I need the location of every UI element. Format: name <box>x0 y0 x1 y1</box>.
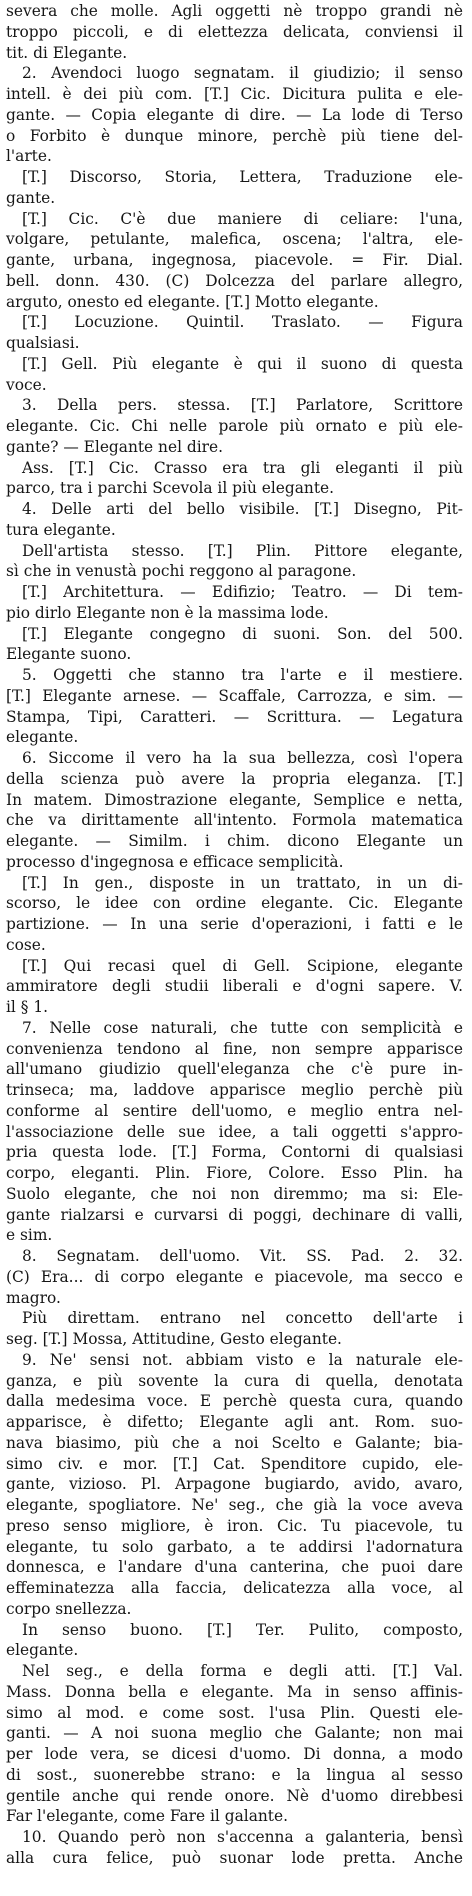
text-line: severa che molle. Agli oggetti nè troppo grandi nè <box>6 2 463 20</box>
text-line: magro. <box>6 1288 61 1307</box>
text-line: Ass. [T.] Cic. Crasso era tra gli eleganti il più <box>22 458 463 477</box>
text-line: elegante, tu solo garbato, a te addirsi l'adornatura <box>6 1537 463 1556</box>
text-line: conforme al sentire dell'uomo, e meglio entra nel- <box>6 1101 463 1120</box>
text-line: [T.] Qui recasi quel di Gell. Scipione, elegante <box>22 956 463 975</box>
text-line: Più direttam. entrano nel concetto dell'arte i <box>22 1309 463 1328</box>
text-line: ammiratore degli studii liberali e d'ogni sapere. V. <box>6 977 463 996</box>
text-line: 8. Segnatam. dell'uomo. Vit. SS. Pad. 2. 32. <box>22 1247 463 1265</box>
text-line: della scienza può avere la propria eleganza. [T.] <box>6 769 463 788</box>
text-line: bell. donn. 430. (C) Dolcezza del parlare allegro, <box>6 271 463 290</box>
text-line: gante? — Elegante nel dire. <box>6 437 224 456</box>
text-line: [T.] Architettura. — Edifizio; Teatro. — Di tem- <box>22 583 463 601</box>
text-line: [T.] Gell. Più elegante è qui il suono di questa <box>22 354 463 373</box>
text-line: gante, vizioso. Pl. Arpagone bugiardo, avido, avaro, <box>6 1475 463 1494</box>
text-line: 5. Oggetti che stanno tra l'arte e il mestiere. <box>22 666 463 684</box>
text-line: arguto, onesto ed elegante. [T.] Motto elegante. <box>6 292 379 311</box>
text-line: 9. Ne' sensi not. abbiam visto e la naturale ele- <box>22 1350 463 1369</box>
text-line: ganza, e più sovente la cura di quella, denotata <box>6 1371 463 1390</box>
text-line: di sost., suonerebbe strano: e la lingua al sesso <box>6 1765 463 1784</box>
text-line: In matem. Dimostrazione elegante, Semplice e netta, <box>6 790 463 809</box>
text-line: 10. Quando però non s'accenna a galanteria, bensì <box>22 1828 463 1846</box>
text-line: pria questa lode. [T.] Forma, Contorni di qualsiasi <box>6 1143 463 1162</box>
text-line: il § 1. <box>6 998 49 1016</box>
text-line: [T.] Cic. C'è due maniere di celiare: l'una, <box>22 209 463 228</box>
text-line: elegante. <box>6 1641 79 1660</box>
text-line: dalla medesima voce. E perchè questa cura, quando <box>6 1392 463 1411</box>
text-line: Nel seg., e della forma e degli atti. [T.] Val. <box>22 1662 463 1680</box>
text-line: gentile anche qui rende onore. Nè d'uomo direbbesi <box>6 1786 463 1805</box>
text-line: apparisce, è difetto; Elegante agli ant. Rom. suo- <box>6 1413 463 1431</box>
text-line: Stampa, Tipi, Caratteri. — Scrittura. — Legatura <box>6 707 463 726</box>
text-line: l'arte. <box>6 147 52 166</box>
text-line: Elegante suono. <box>6 645 132 664</box>
text-line: elegante. Cic. Chi nelle parole più ornato e più ele- <box>6 417 463 435</box>
text-line: gante rialzarsi e curvarsi di poggi, dechinare di valli, <box>6 1205 463 1224</box>
text-line: 2. Avendoci luogo segnatam. il giudizio; il senso <box>22 64 463 83</box>
text-line: gante. <box>6 188 56 207</box>
text-line: [T.] Locuzione. Quintil. Traslato. — Figura <box>22 313 463 332</box>
text-line: corpo snellezza. <box>6 1599 132 1618</box>
text-line: 6. Siccome il vero ha la sua bellezza, così l'opera <box>22 749 463 767</box>
text-line: scorso, le idee con ordine elegante. Cic. Elegante <box>6 894 463 913</box>
text-line: tit. di Elegante. <box>6 43 128 62</box>
text-line: effeminatezza alla faccia, delicatezza alla voce, al <box>6 1579 463 1597</box>
text-line: (C) Era... di corpo elegante e piacevole, ma secco e <box>6 1267 463 1286</box>
text-line: parco, tra i parchi Scevola il più elegante. <box>6 479 335 498</box>
text-line: donnesca, e l'andare d'una canterina, che puoi dare <box>6 1558 463 1577</box>
text-line: che va dirittamente all'intento. Formola matematica <box>6 811 463 830</box>
text-line: elegante, spogliatore. Ne' seg., che già la voce aveva <box>6 1496 463 1514</box>
text-line: ganti. — A noi suona meglio che Galante; non mai <box>6 1724 463 1743</box>
text-line: elegante. — Similm. i chim. dicono Elegante un <box>6 832 463 850</box>
text-line: processo d'ingegnosa e efficace semplicità. <box>6 852 344 871</box>
text-line: intell. è dei più com. [T.] Cic. Dicitura pulita e ele- <box>6 85 463 103</box>
text-line: corpo, eleganti. Plin. Fiore, Colore. Esso Plin. ha <box>6 1164 463 1182</box>
text-line: Dell'artista stesso. [T.] Plin. Pittore elegante, <box>22 541 463 560</box>
text-line: 4. Delle arti del bello visibile. [T.] Disegno, Pit- <box>22 500 463 518</box>
text-line: sì che in venustà pochi reggono al paragone. <box>6 562 357 581</box>
text-line: per lode vera, se dicesi d'uomo. Di donna, a modo <box>6 1745 463 1763</box>
text-line: qualsiasi. <box>6 334 80 352</box>
text-line: all'umano giudizio quell'eleganza che c'è pure in- <box>6 1060 463 1079</box>
text-line: tura elegante. <box>6 520 116 539</box>
text-line: simo civ. e mor. [T.] Cat. Spenditore cupido, ele- <box>6 1454 463 1473</box>
text-line: seg. [T.] Mossa, Attitudine, Gesto elegante. <box>6 1330 342 1348</box>
text-line: gante, urbana, ingegnosa, piacevole. = Fir. Dial. <box>6 251 463 269</box>
text-line: pio dirlo Elegante non è la massima lode. <box>6 603 329 622</box>
text-line: trinseca; ma, laddove apparisce meglio perchè più <box>6 1081 463 1099</box>
text-line: [T.] Elegante arnese. — Scaffale, Carrozza, e sim. — <box>6 686 463 705</box>
text-line: volgare, petulante, malefica, oscena; l'altra, ele- <box>6 230 463 249</box>
text-line: simo al mod. e come sost. l'usa Plin. Questi ele- <box>6 1703 463 1722</box>
text-line: e sim. <box>6 1226 53 1245</box>
text-line: Mass. Donna bella e elegante. Ma in senso affinis- <box>6 1682 463 1701</box>
text-line: gante. — Copia elegante di dire. — La lode di Terso <box>6 105 463 124</box>
text-line: [T.] In gen., disposte in un trattato, in un di- <box>22 873 463 892</box>
text-line: convenienza tendono al fine, non sempre apparisce <box>6 1039 463 1058</box>
text-line: voce. <box>6 375 47 394</box>
text-line: cose. <box>6 935 46 954</box>
text-line: troppo piccoli, e di elettezza delicata, conviensi il <box>6 22 463 41</box>
text-line: preso senso migliore, è iron. Cic. Tu piacevole, tu <box>6 1516 463 1535</box>
text-line: elegante. <box>6 728 79 747</box>
text-line: In senso buono. [T.] Ter. Pulito, composto, <box>22 1620 463 1639</box>
text-line: 7. Nelle cose naturali, che tutte con semplicità e <box>22 1018 463 1037</box>
text-line: alla cura felice, può suonar lode pretta. Anche <box>6 1848 463 1867</box>
text-line: nava biasimo, più che a noi Scelto e Galante; bia- <box>6 1433 463 1452</box>
text-line: Far l'elegante, come Fare il galante. <box>6 1807 288 1826</box>
text-line: l'associazione delle sue idee, a tali oggetti s'appro- <box>6 1122 463 1141</box>
text-line: 3. Della pers. stessa. [T.] Parlatore, Scrittore <box>22 396 463 415</box>
text-line: Suolo elegante, che noi non diremmo; ma si: Ele- <box>6 1184 463 1203</box>
text-line: [T.] Elegante congegno di suoni. Son. del 500. <box>22 624 463 643</box>
text-line: o Forbito è dunque minore, perchè più tiene del- <box>6 126 463 145</box>
text-line: partizione. — In una serie d'operazioni, i fatti e le <box>6 915 463 933</box>
text-line: [T.] Discorso, Storia, Lettera, Traduzione ele- <box>22 168 463 186</box>
